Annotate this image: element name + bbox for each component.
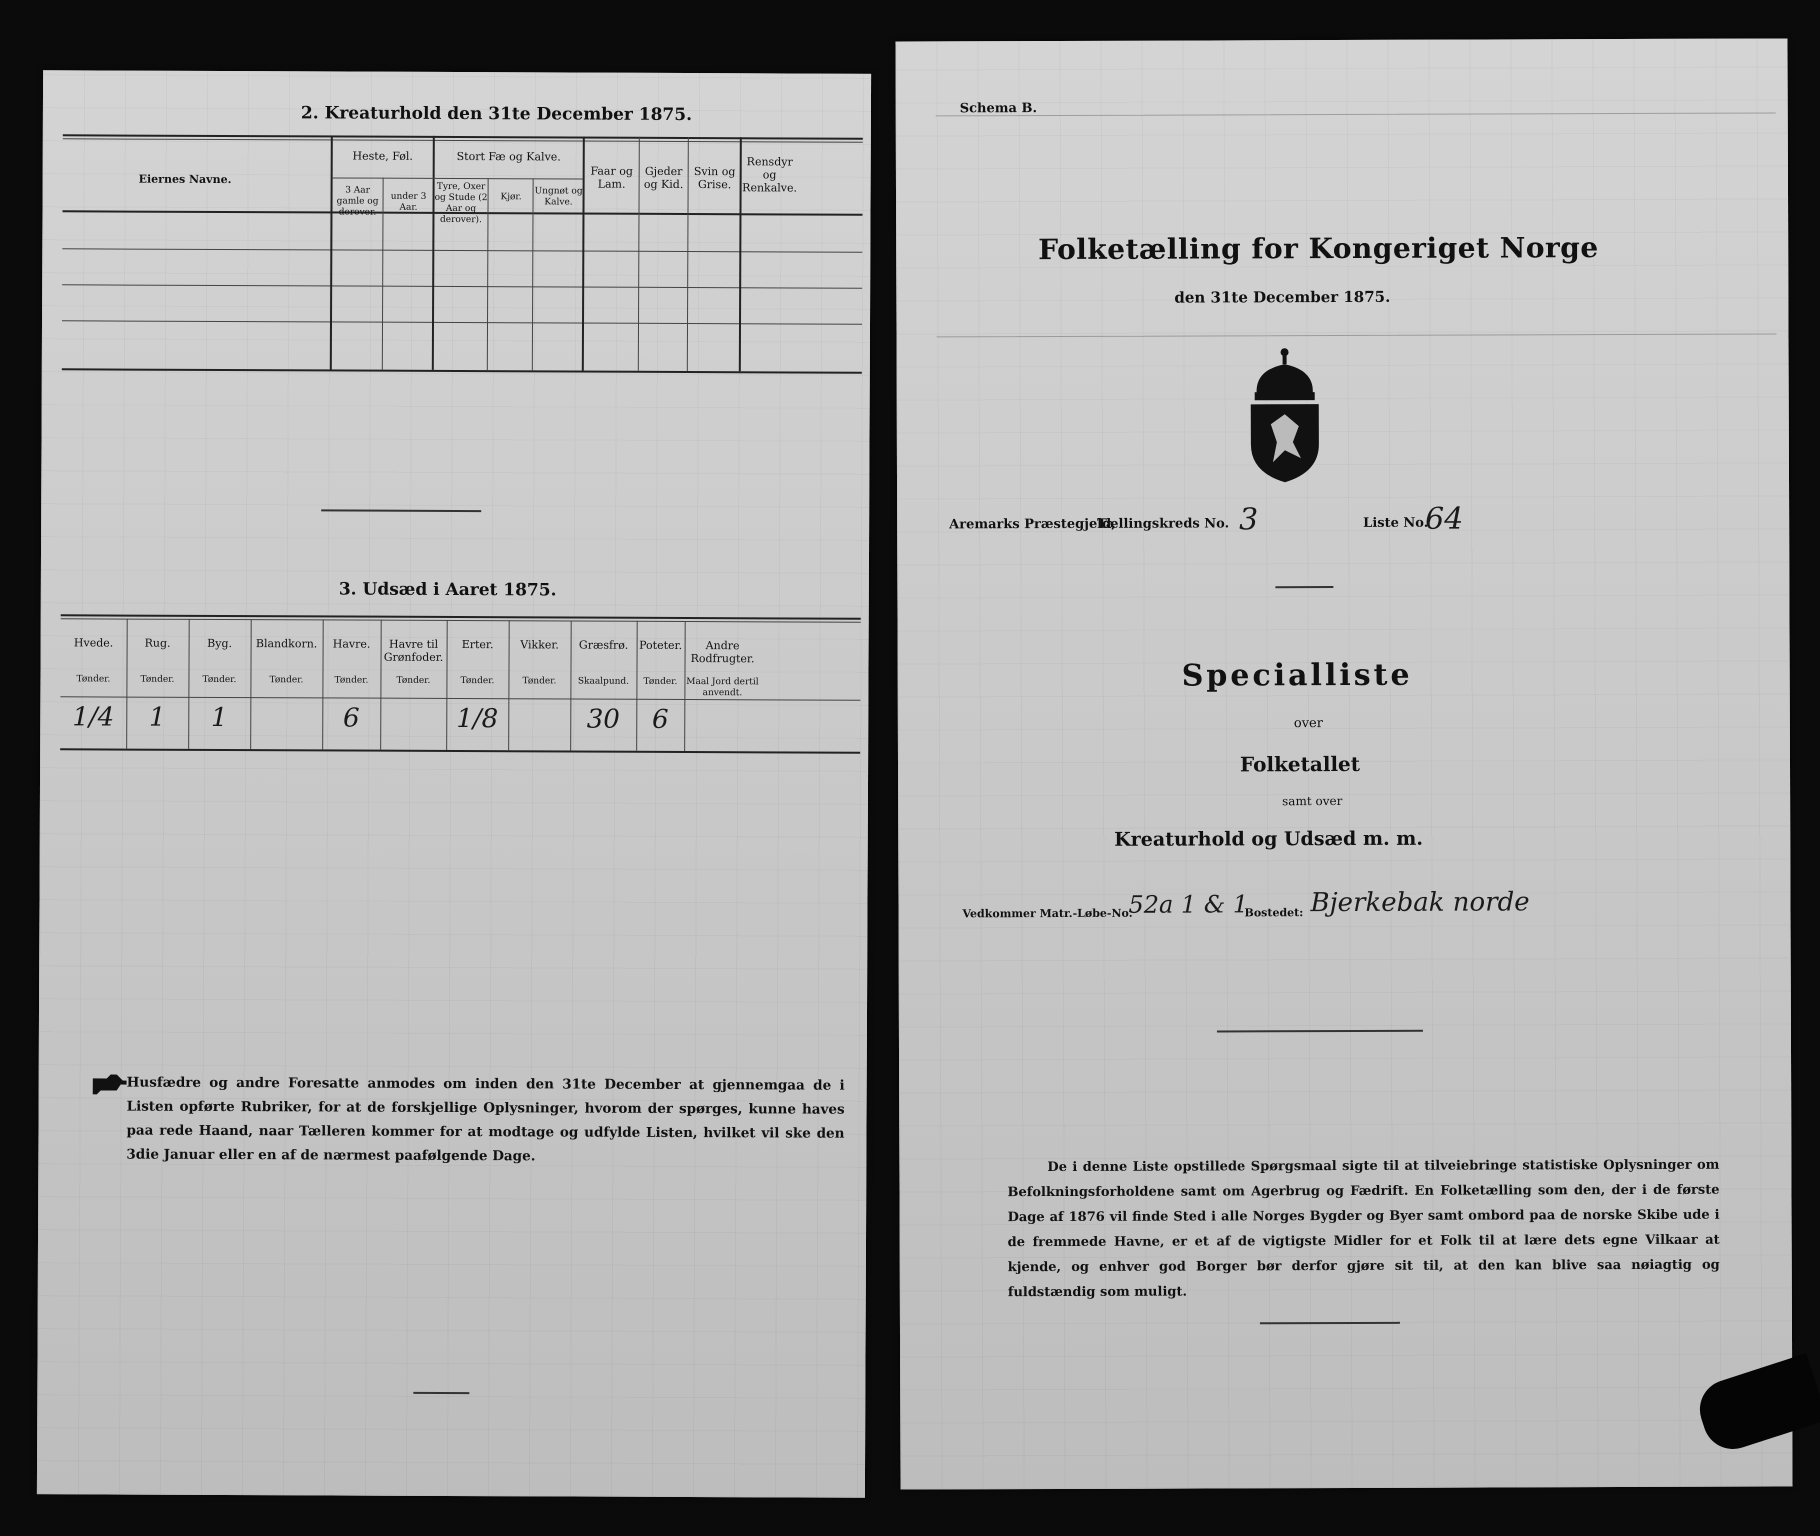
over-label: over: [1293, 716, 1323, 732]
reindeer-header: Rensdyr og Renkalve.: [742, 155, 798, 195]
table2-group-rule: [333, 177, 583, 179]
udsaed-column-label: Rug.: [144, 636, 171, 650]
udsaed-column-label: Havre til Grønfoder.: [383, 637, 444, 664]
divider: [321, 509, 481, 512]
udsaed-cell-value: 30: [586, 704, 620, 735]
udsaed-column-unit: Tønder.: [269, 675, 304, 686]
sheep-header: Faar og Lam.: [590, 164, 633, 191]
udsaed-column-unit: Tønder.: [76, 674, 111, 685]
section3-title: 3. Udsæd i Aaret 1875.: [338, 579, 557, 601]
table2-col-rule: [687, 137, 689, 371]
udsaed-column-label: Hvede.: [73, 636, 114, 650]
document-title: Folketælling for Kongeriget Norge: [1038, 231, 1599, 267]
table2-col-rule: [582, 137, 585, 371]
specialliste-title: Specialliste: [1181, 657, 1413, 694]
table3-bottom-rule: [60, 748, 860, 753]
udsaed-column-unit: Tønder.: [460, 676, 495, 687]
udsaed-column-unit: Tønder.: [202, 674, 237, 686]
bosted-value: Bjerkebak norde: [1310, 887, 1530, 919]
udsaed-cell-value: 1/8: [456, 704, 499, 735]
horses-under3-header: under 3 Aar.: [390, 191, 427, 213]
udsaed-column-unit: Tønder.: [522, 676, 557, 687]
divider: [1217, 1030, 1423, 1033]
divider: [413, 1392, 469, 1394]
document-date: den 31te December 1875.: [1174, 287, 1391, 307]
table2-col-rule: [330, 135, 333, 369]
parish-label: Aremarks Præstegjeld,: [949, 516, 1116, 533]
matr-value: 52a 1 & 1: [1128, 890, 1249, 919]
udsaed-column-label: Poteter.: [639, 638, 683, 652]
table2-col-rule: [432, 136, 435, 370]
pigs-header: Svin og Grise.: [693, 165, 736, 192]
pointing-hand-icon: [93, 1074, 123, 1092]
cows-header: Kjør.: [500, 192, 522, 203]
list-number: 64: [1425, 501, 1464, 537]
notice-paragraph: Husfædre og andre Foresatte anmodes om inden den 31te December at gjennemgaa de i Listen opførte Rubriker, for at de forskjellige Oplysninger, hvorom der spørges, kunne haves paa rede Haand, naar Tælleren kommer for at modtage og udfylde Listen, hvilket vil ske den 3die Januar eller en af de nærmest paafølgende Dage.: [126, 1074, 845, 1165]
udsaed-column-label: Andre Rodfrugter.: [690, 639, 755, 666]
list-label: Liste No.: [1363, 515, 1429, 531]
section2-title: 2. Kreaturhold den 31te December 1875.: [300, 103, 693, 126]
udsaed-column-label: Byg.: [207, 636, 233, 651]
udsaed-column-unit: Skaalpund.: [577, 676, 630, 687]
young-cattle-header: Ungnøt og Kalve.: [534, 186, 583, 208]
cattle-header: Stort Fæ og Kalve.: [456, 150, 561, 164]
bosted-label: Bostedet:: [1244, 906, 1304, 920]
table2-col-rule: [532, 178, 534, 370]
udsaed-column-unit: Tønder.: [643, 676, 678, 687]
owner-column-header: Eiernes Navne.: [138, 172, 232, 187]
bulls-header: Tyre, Oxer og Stude (2 Aar og derover).: [434, 181, 488, 226]
udsaed-column-label: Havre.: [332, 637, 371, 651]
coat-of-arms-icon: [1245, 346, 1325, 484]
udsaed-column-label: Erter.: [461, 638, 494, 652]
udsaed-cell-value: 1: [210, 702, 228, 734]
table2-col-rule: [638, 137, 640, 371]
udsaed-cell-value: 1: [148, 702, 166, 733]
divider: [1275, 586, 1333, 588]
table2-row-rule: [62, 320, 862, 324]
table2-row-rule: [62, 248, 862, 252]
udsaed-column-unit: Maal Jord dertil anvendt.: [686, 677, 759, 699]
left-page: [37, 70, 871, 1498]
udsaed-column-label: Vikker.: [520, 638, 559, 652]
horses-header: Heste, Føl.: [352, 149, 413, 163]
district-number: 3: [1239, 502, 1259, 538]
table2-bottom-rule: [62, 368, 862, 373]
udsaed-column-unit: Tønder.: [334, 675, 369, 686]
right-page: [895, 38, 1792, 1489]
udsaed-cell-value: 6: [342, 703, 360, 734]
udsaed-cell-value: 6: [651, 704, 669, 735]
district-label: Tællingskreds No.: [1097, 516, 1230, 532]
horses-over3-header: 3 Aar gamle og derover.: [336, 185, 379, 218]
folketallet-title: Folketallet: [1239, 751, 1361, 777]
intro-paragraph: De i denne Liste opstillede Spørgsmaal sigte til at tilveiebringe statistiske Oplysninger om Befolkningsforholdene samt om Agerbrug og Fædrift. En Folketælling som den, der i de første Dage af 1876 vil finde Sted i alle Norges Bygder og Byer samt ombord paa de norske Skibe ude i de fremmede Havne, er et af de vigtigste Midler for et Folk til at lære dets egne Vilkaar at kjende, og enhver god Borger bør derfor gjøre sit til, at den kan blive saa nøiagtig og fuldstændig som muligt.: [1007, 1157, 1720, 1301]
udsaed-column-label: Blandkorn.: [255, 637, 318, 651]
matr-label: Vedkommer Matr.-Løbe-No.: [962, 906, 1133, 921]
divider: [1260, 1322, 1400, 1324]
udsaed-column-unit: Tønder.: [140, 674, 175, 685]
samt-over-label: samt over: [1282, 794, 1343, 809]
udsaed-cell-value: 1/4: [72, 702, 115, 733]
schema-label: Schema B.: [959, 101, 1037, 117]
table2-row-rule: [62, 284, 862, 288]
udsaed-column-unit: Tønder.: [396, 675, 431, 686]
udsaed-column-label: Græsfrø.: [578, 638, 629, 652]
kreaturhold-title: Kreaturhold og Udsæd m. m.: [1114, 827, 1424, 851]
goats-header: Gjeder og Kid.: [643, 164, 684, 191]
